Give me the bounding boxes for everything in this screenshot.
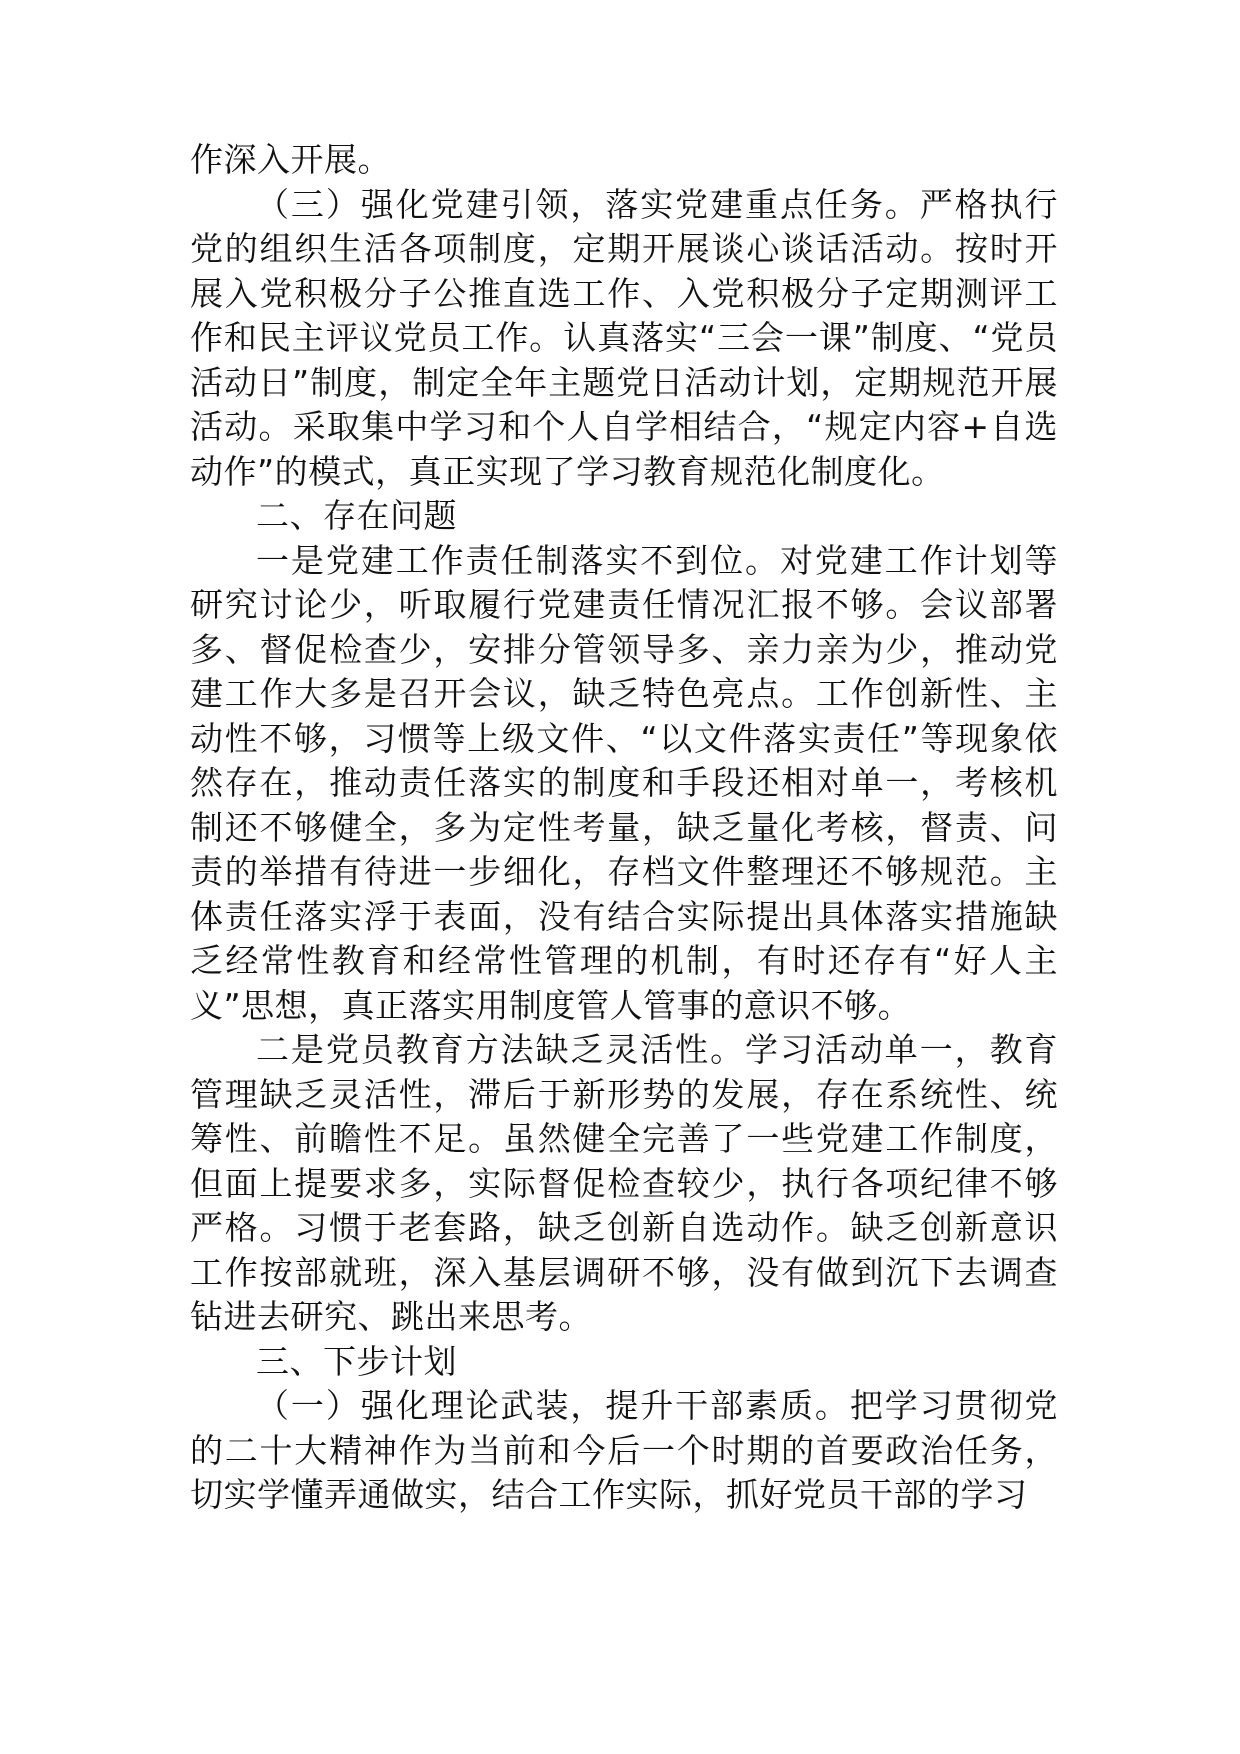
paragraph-continuation: 作深入开展。 bbox=[190, 140, 391, 179]
paragraph-party-building-tasks: （三）强化党建引领，落实党建重点任务。严格执行党的组织生活各项制度，定期开展谈心谈话活动。按时开展入党积极分子公推直选工作、入党积极分子定期测评工作和民主评议党员工作。认真落实“三会一课”制度、“党员活动日”制度，制定全年主题党日活动计划，定期规范开展活动。采取集中学习和个人自学相结合，“规定内容+自选动作”的模式，真正实现了学习教育规范化制度化。 bbox=[190, 184, 1058, 491]
document-body bbox=[190, 138, 1058, 1518]
paragraph-problem-two: 二是党员教育方法缺乏灵活性。学习活动单一，教育管理缺乏灵活性，滞后于新形势的发展，存在系统性、统筹性、前瞻性不足。虽然健全完善了一些党建工作制度，但面上提要求多，实际督促检查较少，执行各项纪律不够严格。习惯于老套路，缺乏创新自选动作。缺乏创新意识工作按部就班，深入基层调研不够，没有做到沉下去调查钻进去研究、跳出来思考。 bbox=[190, 1030, 1058, 1336]
section-heading-existing-problems: 二、存在问题 bbox=[256, 496, 457, 535]
section-heading-next-plan: 三、下步计划 bbox=[256, 1341, 457, 1381]
paragraph-plan-one: （一）强化理论武装，提升干部素质。把学习贯彻党的二十大精神作为当前和今后一个时期的首要政治任务，切实学懂弄通做实，结合工作实际，抓好党员干部的学习 bbox=[190, 1386, 1058, 1514]
paragraph-problem-one: 一是党建工作责任制落实不到位。对党建工作计划等研究讨论少，听取履行党建责任情况汇报不够。会议部署多、督促检查少，安排分管领导多、亲力亲为少，推动党建工作大多是召开会议，缺乏特色亮点。工作创新性、主动性不够，习惯等上级文件、“以文件落实责任”等现象依然存在，推动责任落实的制度和手段还相对单一，考核机制还不够健全，多为定性考量，缺乏量化考核，督责、问责的举措有待进一步细化，存档文件整理还不够规范。主体责任落实浮于表面，没有结合实际提出具体落实措施缺乏经常性教育和经常性管理的机制，有时还存有“好人主义”思想，真正落实用制度管人管事的意识不够。 bbox=[190, 540, 1058, 1025]
